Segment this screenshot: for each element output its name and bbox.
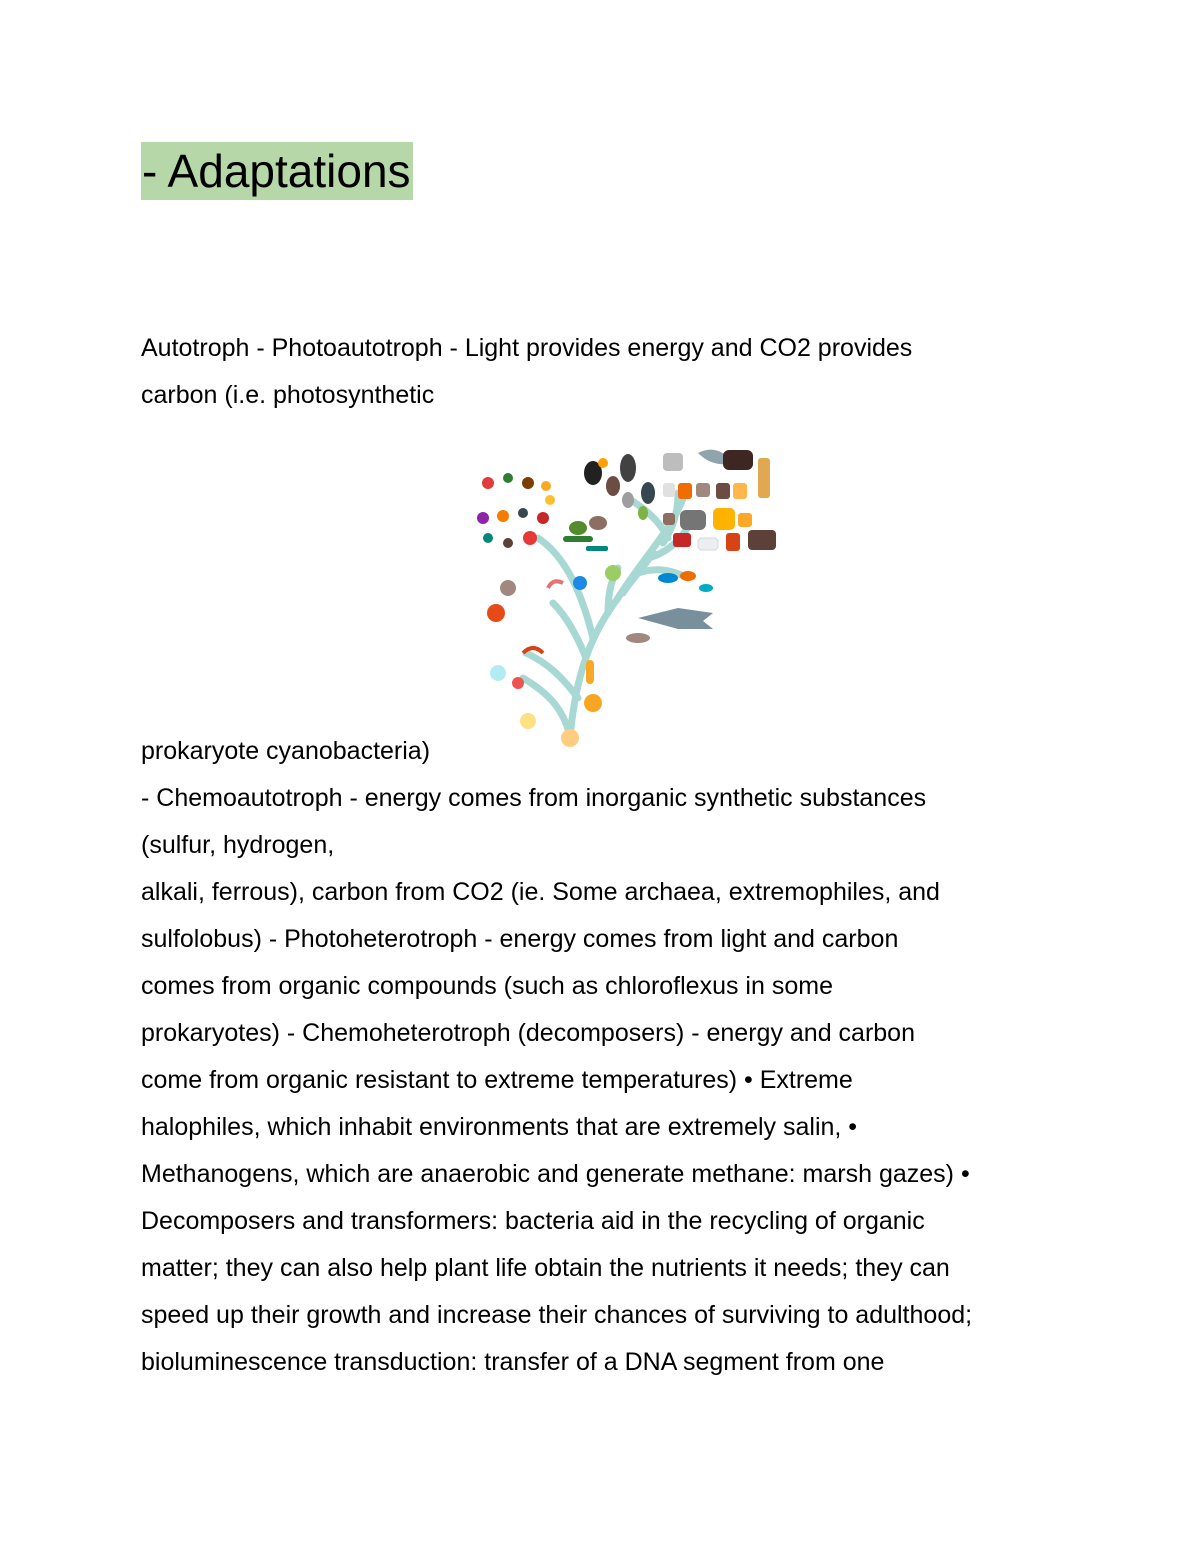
body-line-12: Methanogens, which are anaerobic and generate methane: marsh gazes) •	[141, 1160, 970, 1188]
body-line-8: comes from organic compounds (such as chloroflexus in some	[141, 972, 833, 1000]
body-line-1: Autotroph - Photoautotroph - Light provides energy and CO2 provides	[141, 334, 913, 362]
body-line-9: prokaryotes) - Chemoheterotroph (decomposers) - energy and carbon	[141, 1019, 915, 1047]
evolution-tree-illustration	[468, 438, 788, 748]
body-line-5: (sulfur, hydrogen,	[141, 831, 335, 859]
body-line-7: sulfolobus) - Photoheterotroph - energy comes from light and carbon	[141, 925, 899, 953]
body-line-2: carbon (i.e. photosynthetic	[141, 381, 435, 409]
body-line-16: bioluminescence transduction: transfer of a DNA segment from one	[141, 1348, 885, 1376]
body-line-13: Decomposers and transformers: bacteria aid in the recycling of organic	[141, 1207, 925, 1235]
body-line-11: halophiles, which inhabit environments that are extremely salin, •	[141, 1113, 858, 1141]
body-line-3: prokaryote cyanobacteria)	[141, 737, 431, 765]
body-line-6: alkali, ferrous), carbon from CO2 (ie. Some archaea, extremophiles, and	[141, 878, 940, 906]
body-line-4: - Chemoautotroph - energy comes from inorganic synthetic substances	[141, 784, 927, 812]
body-line-10: come from organic resistant to extreme temperatures) • Extreme	[141, 1066, 853, 1094]
body-line-15: speed up their growth and increase their chances of surviving to adulthood;	[141, 1301, 973, 1329]
section-heading: - Adaptations	[141, 142, 413, 200]
body-line-14: matter; they can also help plant life obtain the nutrients it needs; they can	[141, 1254, 950, 1282]
